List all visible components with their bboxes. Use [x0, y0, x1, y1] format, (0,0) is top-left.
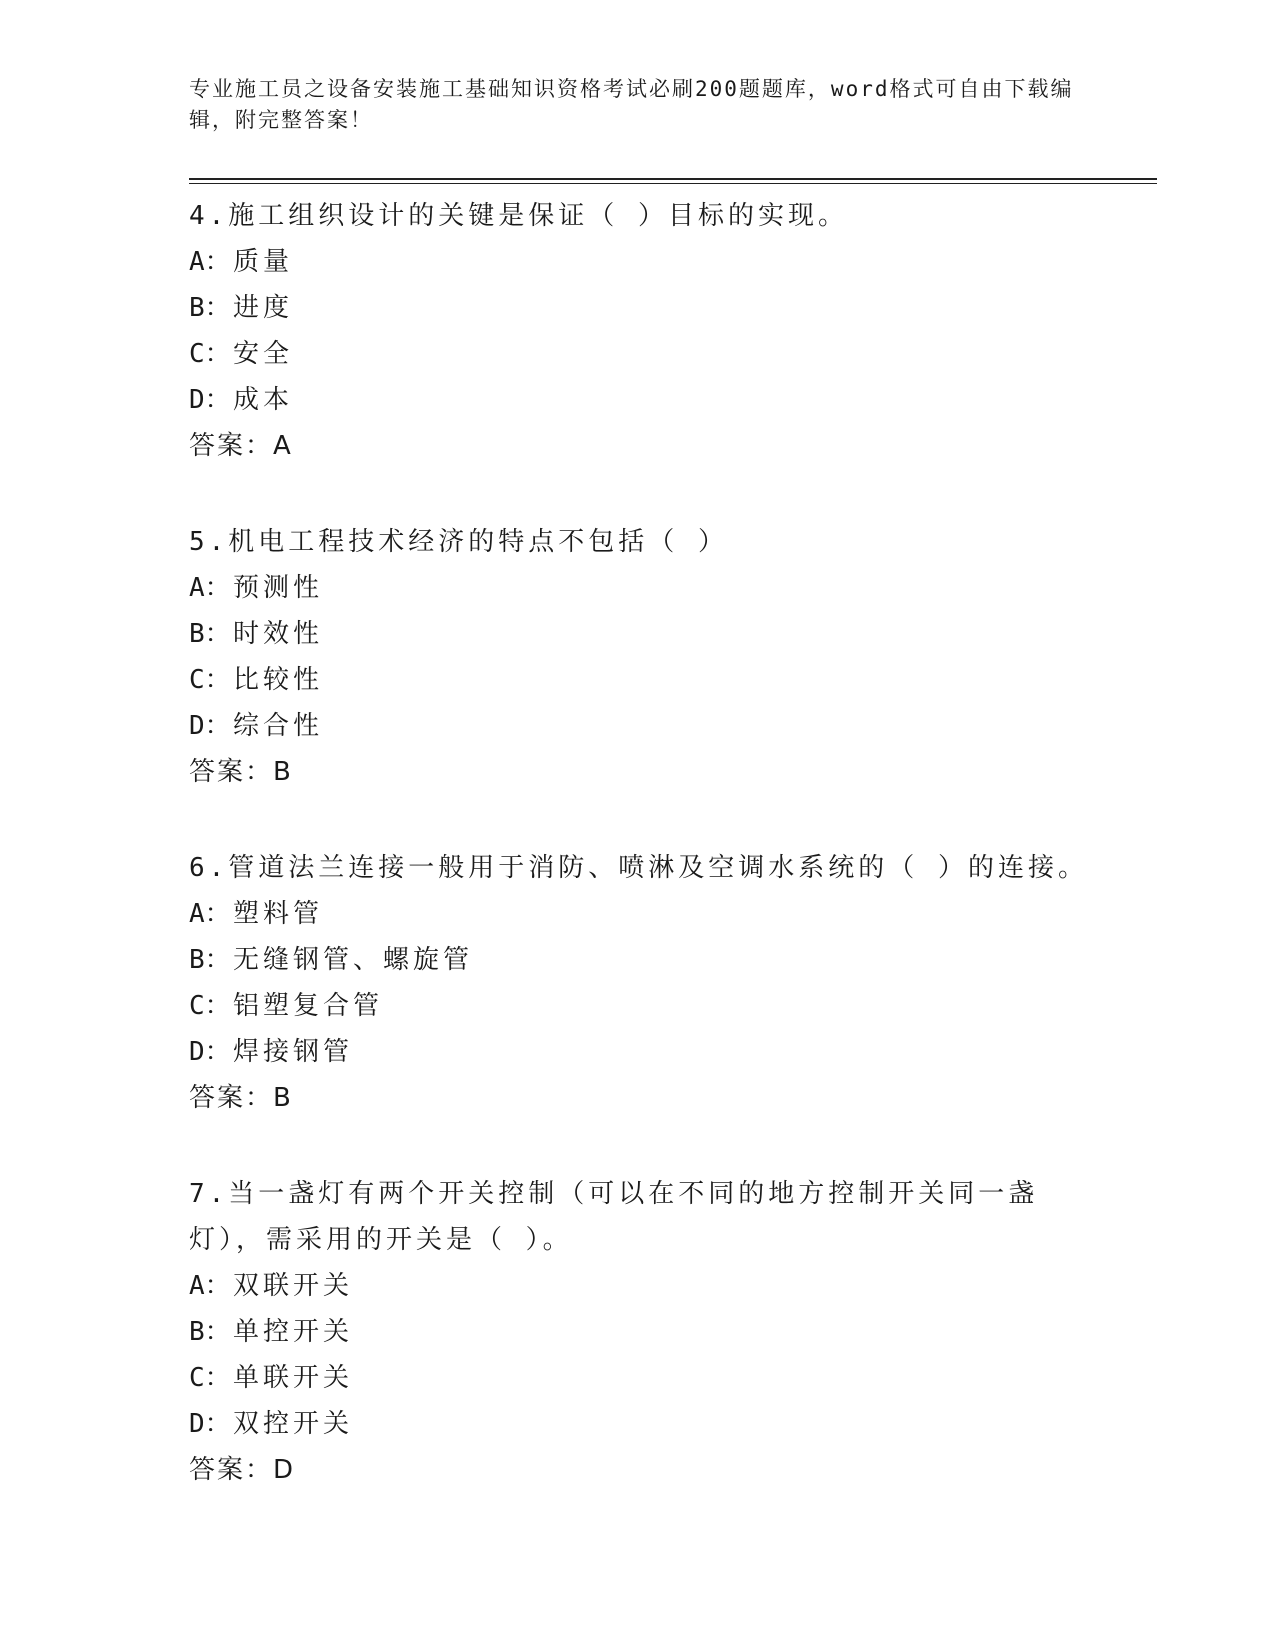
option-text: 单控开关	[233, 1317, 354, 1347]
question-stem: 4.施工组织设计的关键是保证（ ）目标的实现。	[189, 201, 848, 231]
question-6	[189, 845, 1109, 1121]
option-key: D：	[189, 1037, 231, 1067]
answer-line: 答案：D	[189, 1455, 296, 1485]
option-text: 单联开关	[233, 1363, 354, 1393]
document-header: 专业施工员之设备安装施工基础知识资格考试必刷200题题库，word格式可自由下载编辑，附完整答案！	[189, 77, 1074, 132]
option-text: 焊接钢管	[233, 1037, 354, 1067]
option-key: B：	[189, 293, 231, 323]
option-key: C：	[189, 1363, 231, 1393]
option-c	[189, 331, 1109, 377]
option-key: B：	[189, 619, 231, 649]
question-5	[189, 519, 1109, 795]
option-key: B：	[189, 945, 231, 975]
option-key: C：	[189, 991, 231, 1021]
option-c	[189, 1355, 1109, 1401]
option-b	[189, 611, 1109, 657]
option-c	[189, 657, 1109, 703]
option-text: 无缝钢管、螺旋管	[233, 945, 474, 975]
option-list	[189, 565, 1109, 749]
question-list	[189, 193, 1109, 1543]
option-key: A：	[189, 899, 231, 929]
option-text: 综合性	[233, 711, 324, 741]
option-key: C：	[189, 665, 231, 695]
option-b	[189, 937, 1109, 983]
option-text: 成本	[233, 385, 294, 415]
option-d	[189, 1029, 1109, 1075]
option-d	[189, 377, 1109, 423]
option-text: 进度	[233, 293, 294, 323]
option-a	[189, 239, 1109, 285]
header-divider	[189, 178, 1157, 180]
option-text: 预测性	[233, 573, 324, 603]
answer-line: 答案：A	[189, 431, 293, 461]
option-text: 铝塑复合管	[233, 991, 384, 1021]
question-4	[189, 193, 1109, 469]
option-c	[189, 983, 1109, 1029]
option-text: 安全	[233, 339, 294, 369]
question-stem: 5.机电工程技术经济的特点不包括（ ）	[189, 527, 728, 557]
option-key: A：	[189, 1271, 231, 1301]
question-stem: 6.管道法兰连接一般用于消防、喷淋及空调水系统的（ ）的连接。	[189, 853, 1088, 883]
option-a	[189, 565, 1109, 611]
option-a	[189, 1263, 1109, 1309]
option-key: C：	[189, 339, 231, 369]
option-d	[189, 703, 1109, 749]
answer-line: 答案：B	[189, 757, 293, 787]
question-7	[189, 1171, 1109, 1493]
option-b	[189, 1309, 1109, 1355]
option-text: 时效性	[233, 619, 324, 649]
option-text: 质量	[233, 247, 294, 277]
option-list	[189, 239, 1109, 423]
option-key: A：	[189, 573, 231, 603]
option-text: 比较性	[233, 665, 324, 695]
option-key: A：	[189, 247, 231, 277]
option-a	[189, 891, 1109, 937]
option-list	[189, 1263, 1109, 1447]
option-key: B：	[189, 1317, 231, 1347]
question-stem: 7.当一盏灯有两个开关控制（可以在不同的地方控制开关同一盏灯），需采用的开关是（ ）。	[189, 1179, 1039, 1255]
header-divider-thin	[189, 183, 1157, 184]
option-d	[189, 1401, 1109, 1447]
option-text: 塑料管	[233, 899, 324, 929]
option-text: 双联开关	[233, 1271, 354, 1301]
option-key: D：	[189, 385, 231, 415]
option-text: 双控开关	[233, 1409, 354, 1439]
option-key: D：	[189, 1409, 231, 1439]
option-list	[189, 891, 1109, 1075]
option-b	[189, 285, 1109, 331]
option-key: D：	[189, 711, 231, 741]
answer-line: 答案：B	[189, 1083, 293, 1113]
